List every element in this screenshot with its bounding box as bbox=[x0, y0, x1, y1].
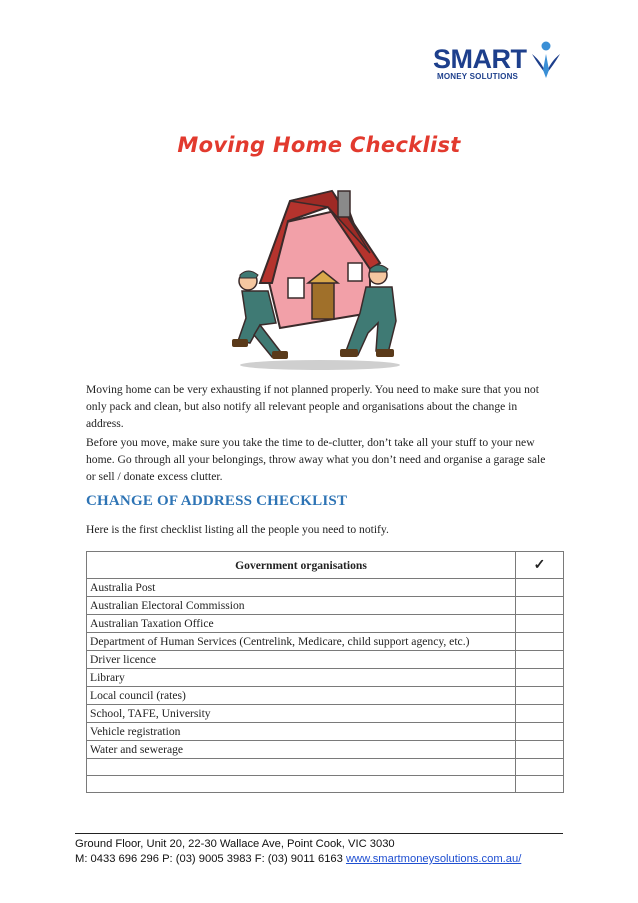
table-row bbox=[87, 669, 564, 687]
footer-divider bbox=[75, 833, 563, 834]
section-intro: Here is the first checklist listing all the people you need to notify. bbox=[86, 523, 389, 536]
row-label: Library bbox=[87, 669, 516, 687]
tick-box[interactable] bbox=[516, 687, 564, 705]
tick-box[interactable] bbox=[516, 705, 564, 723]
table-row bbox=[87, 633, 564, 651]
tick-column-header-icon: ✓ bbox=[516, 552, 564, 579]
table-row bbox=[87, 776, 564, 793]
tick-box[interactable] bbox=[516, 759, 564, 776]
tick-box[interactable] bbox=[516, 633, 564, 651]
logo-wordmark: SMART bbox=[433, 44, 527, 74]
table-row bbox=[87, 705, 564, 723]
table-row bbox=[87, 687, 564, 705]
page-title: Moving Home Checklist bbox=[177, 133, 461, 157]
logo-subline: MONEY SOLUTIONS bbox=[437, 72, 519, 81]
table-row bbox=[87, 579, 564, 597]
table-row bbox=[87, 741, 564, 759]
logo-figure-icon bbox=[529, 40, 563, 80]
footer-phone-numbers: M: 0433 696 296 P: (03) 9005 3983 F: (03) 9011 6163 bbox=[75, 853, 346, 865]
row-label[interactable] bbox=[87, 759, 516, 776]
footer-website-link[interactable]: www.smartmoneysolutions.com.au/ bbox=[345, 853, 522, 865]
row-label: Department of Human Services (Centrelink, Medicare, child support agency, etc.) bbox=[87, 633, 516, 651]
tick-box[interactable] bbox=[516, 651, 564, 669]
row-label: Vehicle registration bbox=[87, 723, 516, 741]
row-label: Australia Post bbox=[87, 579, 516, 597]
row-label: Local council (rates) bbox=[87, 687, 516, 705]
footer-address: Ground Floor, Unit 20, 22-30 Wallace Ave, Point Cook, VIC 3030 bbox=[75, 838, 395, 850]
row-label: Australian Taxation Office bbox=[87, 615, 516, 633]
checklist-table bbox=[86, 551, 564, 793]
table-row bbox=[87, 597, 564, 615]
table-row bbox=[87, 759, 564, 776]
table-header-label: Government organisations bbox=[87, 552, 516, 579]
row-label: School, TAFE, University bbox=[87, 705, 516, 723]
table-row bbox=[87, 723, 564, 741]
tick-box[interactable] bbox=[516, 669, 564, 687]
table-row bbox=[87, 651, 564, 669]
company-logo bbox=[433, 40, 563, 85]
movers-carrying-house-illustration bbox=[220, 183, 420, 373]
table-row bbox=[87, 615, 564, 633]
intro-paragraph-1: Moving home can be very exhausting if not planned properly. You need to make sure that you not only pack and clean, but also notify all relevant people and organisations about the change in address. bbox=[86, 383, 539, 430]
tick-box[interactable] bbox=[516, 723, 564, 741]
row-label: Australian Electoral Commission bbox=[87, 597, 516, 615]
tick-box[interactable] bbox=[516, 741, 564, 759]
row-label: Water and sewerage bbox=[87, 741, 516, 759]
section-heading: CHANGE OF ADDRESS CHECKLIST bbox=[86, 493, 348, 509]
table-header-row bbox=[87, 552, 564, 579]
tick-box[interactable] bbox=[516, 776, 564, 793]
tick-box[interactable] bbox=[516, 615, 564, 633]
row-label: Driver licence bbox=[87, 651, 516, 669]
intro-paragraph-2: Before you move, make sure you take the time to de-clutter, don’t take all your stuff to your new home. Go through all your belongings, throw away what you don’t need and organise a garage sale or sell / donate excess clutter. bbox=[86, 436, 546, 483]
tick-box[interactable] bbox=[516, 579, 564, 597]
row-label[interactable] bbox=[87, 776, 516, 793]
tick-box[interactable] bbox=[516, 597, 564, 615]
footer-contact-line bbox=[75, 853, 565, 865]
